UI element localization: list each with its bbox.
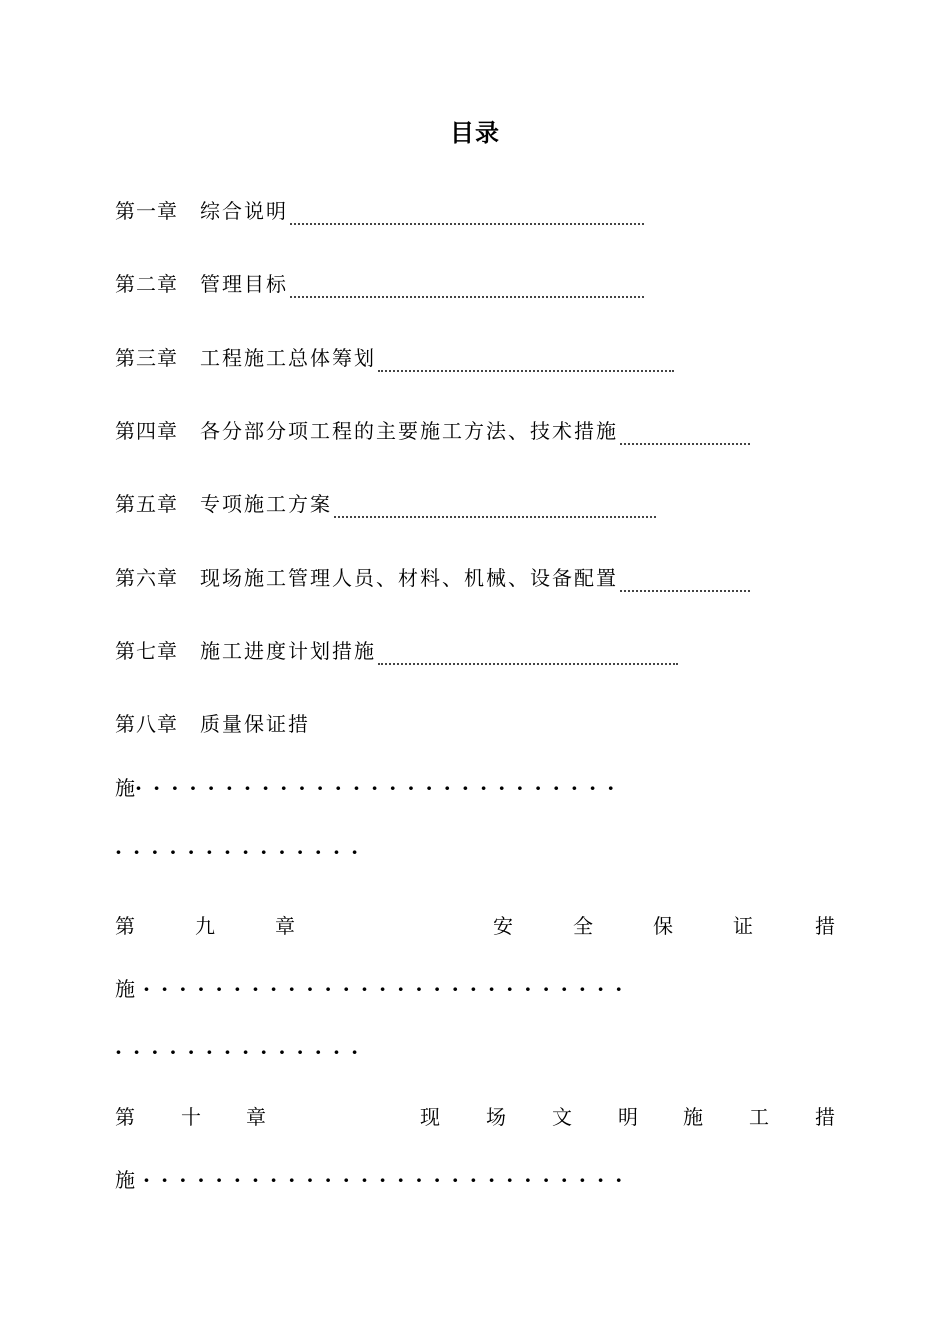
spread-char: 措 (815, 1105, 835, 1129)
spread-char: 工 (749, 1105, 769, 1129)
dot-leader: ··························· (143, 977, 634, 1001)
toc-wrap-line (115, 838, 369, 866)
toc-entry[interactable] (115, 710, 310, 738)
spread-char: 保 (653, 914, 673, 938)
chapter-title: 综合说明 (200, 199, 288, 223)
chapter-number: 第五章 (115, 492, 178, 516)
dot-leader: ··························· (143, 1168, 634, 1192)
toc-wrap-line (115, 774, 625, 802)
spread-char: 第 (115, 1105, 135, 1129)
dot-leader (290, 274, 644, 298)
chapter-title: 管理目标 (200, 272, 288, 296)
chapter-title: 专项施工方案 (200, 492, 332, 516)
spread-char: 明 (618, 1105, 638, 1129)
spread-char: 施 (683, 1105, 703, 1129)
spread-char: 文 (552, 1105, 572, 1129)
dot-leader (334, 494, 656, 518)
spread-char: 十 (181, 1105, 201, 1129)
spread-char: 场 (486, 1105, 506, 1129)
dot-leader (620, 421, 750, 445)
dot-leader (378, 641, 678, 665)
spread-char: 安 (493, 914, 513, 938)
spread-char: 证 (733, 914, 753, 938)
toc-entry[interactable] (115, 197, 644, 225)
dot-leader: ··························· (135, 776, 626, 800)
dot-leader: ·············· (115, 840, 370, 864)
toc-wrap-line (115, 1166, 633, 1194)
toc-entry-justified[interactable] (115, 912, 837, 940)
wrapped-char: 施 (115, 776, 135, 800)
chapter-number: 第六章 (115, 566, 178, 590)
wrapped-char: 施 (115, 977, 135, 1001)
spread-char: 现 (420, 1105, 440, 1129)
chapter-title: 质量保证措 (200, 712, 310, 736)
chapter-title: 工程施工总体筹划 (200, 346, 376, 370)
toc-wrap-line (115, 975, 633, 1003)
spread-char: 措 (815, 914, 835, 938)
page-title: 目录 (450, 119, 500, 147)
dot-leader (378, 348, 674, 372)
chapter-number: 第七章 (115, 639, 178, 663)
spread-char: 章 (246, 1105, 266, 1129)
toc-entry[interactable] (115, 417, 750, 445)
wrapped-char: 施 (115, 1168, 135, 1192)
chapter-number: 第一章 (115, 199, 178, 223)
toc-wrap-line (115, 1038, 369, 1066)
chapter-title: 现场施工管理人员、材料、机械、设备配置 (200, 566, 618, 590)
toc-entry[interactable] (115, 490, 656, 518)
chapter-number: 第八章 (115, 712, 178, 736)
toc-entry[interactable] (115, 344, 674, 372)
dot-leader: ·············· (115, 1040, 370, 1064)
chapter-number: 第二章 (115, 272, 178, 296)
spread-char: 全 (573, 914, 593, 938)
spread-char: 第 (115, 914, 135, 938)
toc-entry-justified[interactable] (115, 1103, 837, 1131)
dot-leader (290, 201, 644, 225)
toc-entry[interactable] (115, 637, 678, 665)
chapter-title: 施工进度计划措施 (200, 639, 376, 663)
dot-leader (620, 568, 750, 592)
spread-char: 九 (195, 914, 215, 938)
toc-entry[interactable] (115, 564, 750, 592)
chapter-number: 第四章 (115, 419, 178, 443)
chapter-number: 第三章 (115, 346, 178, 370)
toc-entry[interactable] (115, 270, 644, 298)
chapter-title: 各分部分项工程的主要施工方法、技术措施 (200, 419, 618, 443)
spread-char: 章 (275, 914, 295, 938)
